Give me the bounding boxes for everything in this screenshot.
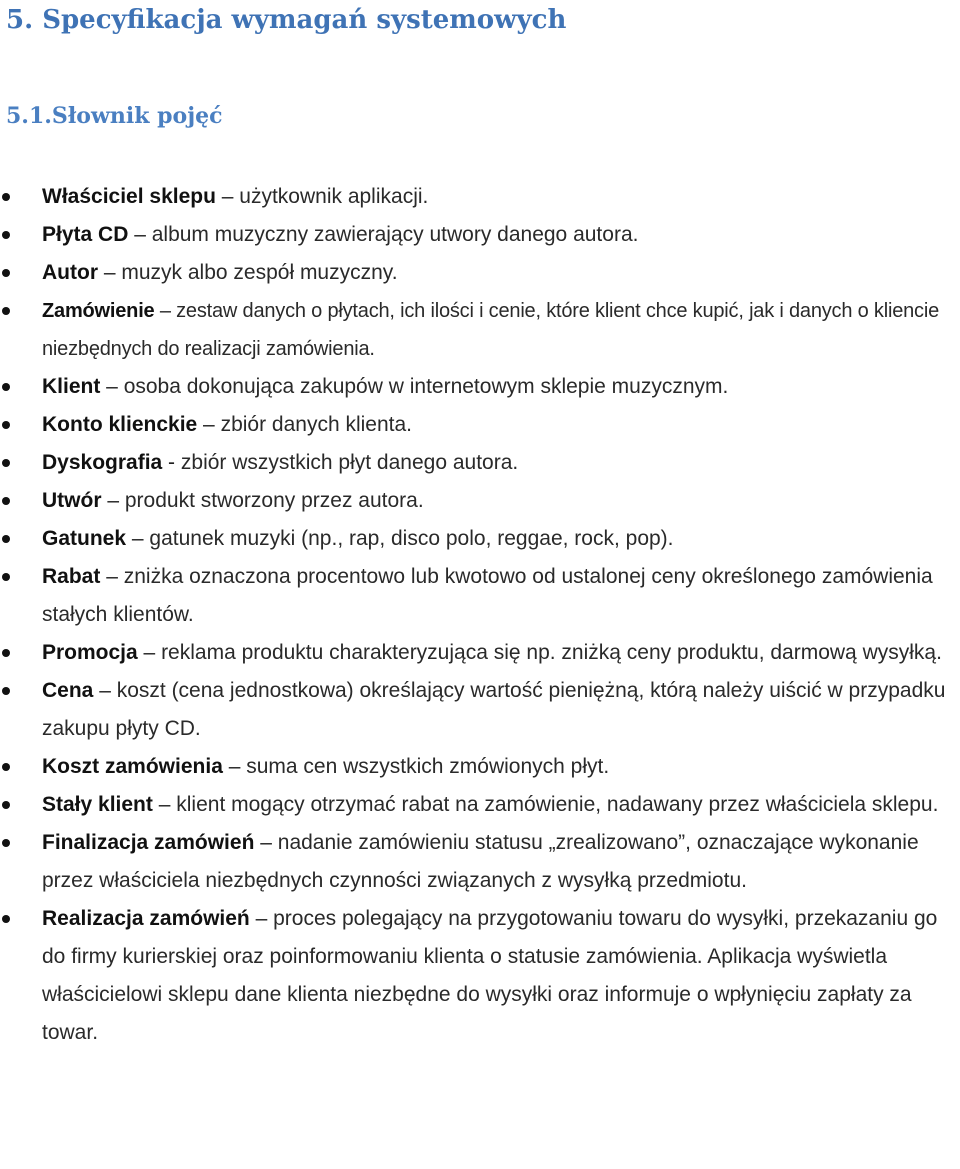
term-separator: – <box>222 755 247 778</box>
glossary-definition: suma cen wszystkich zmówionych płyt. <box>246 755 610 778</box>
glossary-list <box>0 178 960 1052</box>
glossary-item <box>0 824 960 900</box>
term-separator: – <box>215 185 240 208</box>
term-separator: – <box>128 223 152 246</box>
bullet-icon <box>2 839 10 847</box>
glossary-term: Konto klienckie <box>42 413 198 436</box>
glossary-item <box>0 368 960 406</box>
bullet-icon <box>2 763 10 771</box>
bullet-icon <box>2 687 10 695</box>
glossary-definition: koszt (cena jednostkowa) określający wartość pieniężną, którą należy uiścić w przypadku zakupu płyty CD. <box>42 679 946 740</box>
bullet-icon <box>2 801 10 809</box>
bullet-icon <box>2 649 10 657</box>
glossary-term: Gatunek <box>42 527 127 550</box>
term-separator: – <box>93 679 117 702</box>
bullet-icon <box>2 383 10 391</box>
glossary-item <box>0 254 960 292</box>
term-separator: – <box>126 527 150 550</box>
bullet-icon <box>2 231 10 239</box>
glossary-item <box>0 292 960 368</box>
glossary-item <box>0 444 960 482</box>
glossary-definition: zbiór wszystkich płyt danego autora. <box>180 451 519 474</box>
section-heading: 5. Specyfikacja wymagań systemowych <box>6 5 567 35</box>
term-separator: – <box>100 375 124 398</box>
glossary-term: Realizacja zamówień <box>42 907 250 930</box>
bullet-icon <box>2 307 10 315</box>
glossary-item <box>0 216 960 254</box>
glossary-item <box>0 748 960 786</box>
glossary-definition: nadanie zamówieniu statusu „zrealizowano”, oznaczające wykonanie przez właściciela niezbędnych czynności związanych z wysyłką przedmiotu. <box>42 831 919 892</box>
term-separator: – <box>101 489 125 512</box>
term-separator: - <box>162 451 181 474</box>
glossary-item <box>0 520 960 558</box>
glossary-definition: produkt stworzony przez autora. <box>124 489 424 512</box>
glossary-item <box>0 634 960 672</box>
bullet-icon <box>2 421 10 429</box>
glossary-term: Płyta CD <box>42 223 129 246</box>
glossary-definition: album muzyczny zawierający utwory danego autora. <box>151 223 639 246</box>
glossary-item <box>0 406 960 444</box>
glossary-definition: klient mogący otrzymać rabat na zamówienie, nadawany przez właściciela sklepu. <box>176 793 939 816</box>
glossary-term: Rabat <box>42 565 101 588</box>
bullet-icon <box>2 535 10 543</box>
glossary-definition: proces polegający na przygotowaniu towaru do wysyłki, przekazaniu go do firmy kurierskiej oraz poinformowaniu klienta o statusie zamówienia. Aplikacja wyświetla właścicielowi sklepu dane klienta niezbędne do wysyłki oraz informuje o wpłynięciu zapłaty za towar. <box>42 907 938 1044</box>
term-separator: – <box>137 641 162 664</box>
glossary-item <box>0 786 960 824</box>
glossary-definition: użytkownik aplikacji. <box>239 185 429 208</box>
glossary-definition: zestaw danych o płytach, ich ilości i cenie, które klient chce kupić, jak i danych o kliencie niezbędnych do realizacji zamówienia. <box>42 300 940 360</box>
term-separator: – <box>154 300 177 322</box>
bullet-icon <box>2 573 10 581</box>
term-separator: – <box>254 831 278 854</box>
bullet-icon <box>2 269 10 277</box>
glossary-term: Cena <box>42 679 94 702</box>
glossary-item <box>0 558 960 634</box>
glossary-term: Koszt zamówienia <box>42 755 223 778</box>
glossary-definition: gatunek muzyki (np., rap, disco polo, reggae, rock, pop). <box>149 527 674 550</box>
glossary-term: Utwór <box>42 489 102 512</box>
glossary-item <box>0 178 960 216</box>
glossary-term: Promocja <box>42 641 138 664</box>
glossary-term: Finalizacja zamówień <box>42 831 255 854</box>
term-separator: – <box>98 261 122 284</box>
glossary-definition: osoba dokonująca zakupów w internetowym sklepie muzycznym. <box>123 375 729 398</box>
bullet-icon <box>2 459 10 467</box>
glossary-item <box>0 482 960 520</box>
glossary-item <box>0 672 960 748</box>
term-separator: – <box>197 413 221 436</box>
term-separator: – <box>249 907 274 930</box>
glossary-item <box>0 900 960 1052</box>
glossary-definition: reklama produktu charakteryzująca się np. zniżką ceny produktu, darmową wysyłką. <box>161 641 942 664</box>
subsection-heading: 5.1.Słownik pojęć <box>6 103 223 129</box>
term-separator: – <box>100 565 124 588</box>
glossary-term: Zamówienie <box>42 300 155 322</box>
glossary-definition: zniżka oznaczona procentowo lub kwotowo od ustalonej ceny określonego zamówienia stałych klientów. <box>42 565 933 626</box>
glossary-term: Dyskografia <box>42 451 163 474</box>
glossary-term: Autor <box>42 261 98 284</box>
bullet-icon <box>2 497 10 505</box>
bullet-icon <box>2 193 10 201</box>
term-separator: – <box>152 793 177 816</box>
glossary-term: Stały klient <box>42 793 153 816</box>
glossary-term: Właściciel sklepu <box>42 185 216 208</box>
glossary-definition: muzyk albo zespół muzyczny. <box>121 261 398 284</box>
glossary-definition: zbiór danych klienta. <box>220 413 413 436</box>
glossary-term: Klient <box>42 375 101 398</box>
bullet-icon <box>2 915 10 923</box>
